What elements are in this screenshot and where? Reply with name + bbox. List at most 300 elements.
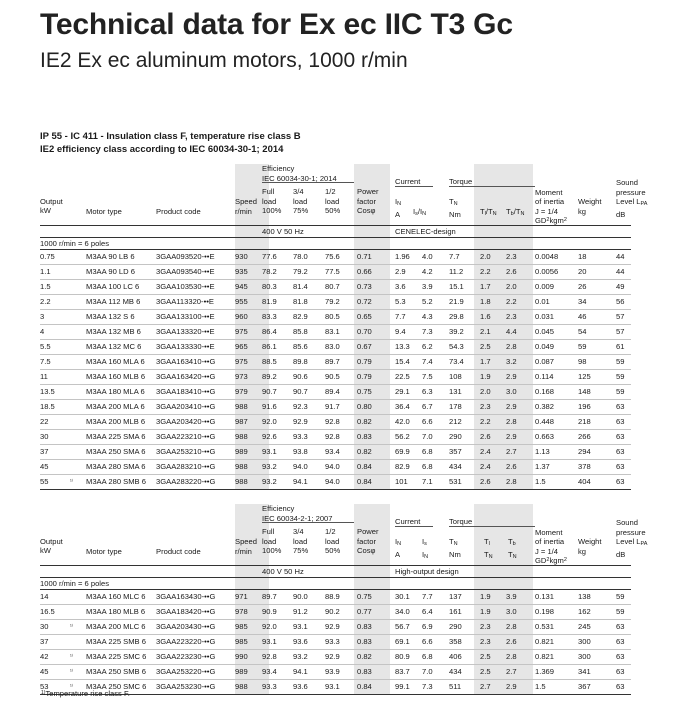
speed-cell: 935	[235, 267, 248, 276]
torque-tn-cell: 39.2	[449, 327, 464, 336]
speed-cell: 973	[235, 372, 248, 381]
spec-intro-line: IE2 efficiency class according to IEC 60034-30-1; 2014	[40, 144, 284, 155]
eff-34-load-cell: 93.1	[293, 622, 308, 631]
page-subtitle: IE2 Ex ec aluminum motors, 1000 r/min	[40, 49, 408, 72]
torque-tb-ratio-cell: 3.9	[506, 592, 517, 601]
moment-of-inertia-cell: 0.382	[535, 402, 555, 411]
speed-cell: 978	[235, 607, 248, 616]
power-factor-cell: 0.65	[357, 312, 372, 321]
motor-type-cell: M3AA 90 LB 6	[86, 252, 135, 261]
eff-34-load-cell: 89.8	[293, 357, 308, 366]
speed-cell: 965	[235, 342, 248, 351]
product-code-cell: 3GAA283220-••G	[156, 477, 216, 486]
current-in-cell: 29.1	[395, 387, 410, 396]
table-row	[40, 340, 631, 355]
power-factor-cell: 0.71	[357, 252, 372, 261]
torque-tn-header: TN Nm	[449, 537, 461, 559]
power-factor-cell: 0.70	[357, 327, 372, 336]
sound-level-cell: 49	[616, 282, 625, 291]
eff-full-load-cell: 90.7	[262, 387, 277, 396]
eff-full-load-cell: 90.9	[262, 607, 277, 616]
torque-header: Torque	[449, 177, 473, 186]
moment-of-inertia-cell: 0.049	[535, 342, 555, 351]
motor-type-cell: M3AA 160 MLA 6	[86, 357, 145, 366]
power-factor-cell: 0.83	[357, 622, 372, 631]
current-ratio-cell: 6.6	[422, 417, 433, 426]
motor-type-cell: M3AA 100 LC 6	[86, 282, 140, 291]
product-code-cell: 3GAA203430-••G	[156, 622, 216, 631]
motor-type-header: Motor type	[86, 206, 122, 216]
current-in-cell: 15.4	[395, 357, 410, 366]
product-code-cell: 3GAA203420-••G	[156, 417, 216, 426]
product-code-cell: 3GAA113320-••E	[156, 297, 214, 306]
current-ratio-cell: 7.1	[422, 477, 433, 486]
torque-tn-cell: 21.9	[449, 297, 464, 306]
weight-cell: 300	[578, 652, 591, 661]
eff-full-load-cell: 80.3	[262, 282, 277, 291]
table-row	[40, 445, 631, 460]
table-row	[40, 620, 631, 635]
power-factor-cell: 0.82	[357, 417, 372, 426]
eff-full-load-cell: 77.6	[262, 252, 277, 261]
torque-tb-header: Tb TN	[508, 537, 517, 560]
speed-cell: 989	[235, 447, 248, 456]
current-in-cell: 69.9	[395, 447, 410, 456]
power-factor-cell: 0.66	[357, 267, 372, 276]
sound-level-cell: 63	[616, 447, 625, 456]
eff-12-load-cell: 83.1	[325, 327, 340, 336]
current-ratio-cell: 4.3	[422, 312, 433, 321]
moment-of-inertia-cell: 0.045	[535, 327, 555, 336]
sound-header: Sound pressure Level LPA dB	[616, 518, 648, 559]
motor-type-cell: M3AA 160 MLB 6	[86, 372, 146, 381]
torque-tl-ratio-cell: 1.8	[480, 297, 491, 306]
power-factor-cell: 0.77	[357, 607, 372, 616]
moment-of-inertia-cell: 0.821	[535, 637, 555, 646]
current-ratio-cell: 7.3	[422, 327, 433, 336]
torque-tb-ratio-cell: 2.3	[506, 312, 517, 321]
sound-level-cell: 59	[616, 357, 625, 366]
moment-of-inertia-cell: 0.01	[535, 297, 550, 306]
torque-tl-ratio-cell: 2.4	[480, 462, 491, 471]
spec-intro-line: IP 55 - IC 411 - Insulation class F, temperature rise class B	[40, 131, 301, 142]
current-in-cell: 101	[395, 477, 408, 486]
high-output-data-table	[40, 504, 648, 695]
torque-tl-ratio-cell: 2.3	[480, 622, 491, 631]
table-row	[40, 280, 631, 295]
product-code-cell: 3GAA253220-••G	[156, 667, 216, 676]
eff-12-load-cell: 93.9	[325, 667, 340, 676]
torque-tn-cell: 434	[449, 462, 462, 471]
motor-type-cell: M3AA 160 MLC 6	[86, 592, 146, 601]
current-ratio-cell: 7.7	[422, 592, 433, 601]
product-code-cell: 3GAA093540-••E	[156, 267, 215, 276]
motor-type-cell: M3AA 250 SMB 6	[86, 667, 146, 676]
eff-12-load-cell: 93.4	[325, 447, 340, 456]
weight-cell: 125	[578, 372, 591, 381]
torque-tb-ratio-cell: 2.3	[506, 252, 517, 261]
output-kw-cell: 3	[40, 312, 45, 321]
speed-header: Speed r/min	[235, 197, 257, 216]
eff-34-load-cell: 93.2	[293, 652, 308, 661]
eff-12-load-cell: 89.7	[325, 357, 340, 366]
torque-tb-ratio-cell: 2.6	[506, 462, 517, 471]
speed-cell: 975	[235, 357, 248, 366]
torque-tl-ratio-cell: 1.9	[480, 372, 491, 381]
eff-12-load-cell: 92.8	[325, 417, 340, 426]
eff-12-load-cell: 75.6	[325, 252, 340, 261]
eff-34-load-cell: 81.8	[293, 297, 308, 306]
voltage-row	[40, 226, 631, 238]
current-ratio-cell: 6.4	[422, 607, 433, 616]
product-code-cell: 3GAA223220-••G	[156, 637, 216, 646]
eff-full-load-cell: 81.9	[262, 297, 277, 306]
power-factor-header: Power factor Cosφ	[357, 527, 379, 556]
output-kw-cell: 5.5	[40, 342, 51, 351]
output-kw-cell: 45	[40, 462, 49, 471]
torque-tl-ratio-cell: 1.9	[480, 592, 491, 601]
motor-type-cell: M3AA 180 MLA 6	[86, 387, 145, 396]
current-header: Current	[395, 517, 421, 526]
table-row	[40, 250, 631, 265]
sound-level-cell: 63	[616, 477, 625, 486]
cenelec-data-table	[40, 164, 648, 490]
power-factor-cell: 0.80	[357, 402, 372, 411]
footnote: $^{1)}$Temperature rise class F.	[41, 689, 130, 698]
output-kw-cell: 7.5	[40, 357, 51, 366]
current-in-cell: 36.4	[395, 402, 410, 411]
table-row	[40, 265, 631, 280]
torque-tl-ratio-cell: 2.0	[480, 252, 491, 261]
eff-34-load-cell: 85.6	[293, 342, 308, 351]
current-ratio-cell: 6.8	[422, 652, 433, 661]
product-code-cell: 3GAA183420-••G	[156, 607, 216, 616]
product-code-cell: 3GAA133330-••E	[156, 342, 215, 351]
footnote-mark-cell: ¹⁾	[70, 669, 74, 675]
sound-level-cell: 57	[616, 312, 625, 321]
eff-full-load-cell: 92.0	[262, 622, 277, 631]
output-kw-cell: 18.5	[40, 402, 55, 411]
table-row	[40, 325, 631, 340]
torque-tn-cell: 54.3	[449, 342, 464, 351]
weight-header: Weight kg	[578, 537, 602, 556]
eff-12-load-cell: 79.2	[325, 297, 340, 306]
eff-full-load-cell: 93.3	[262, 682, 277, 691]
weight-cell: 138	[578, 592, 591, 601]
current-ratio-cell: 7.0	[422, 432, 433, 441]
current-ratio-cell: 7.0	[422, 667, 433, 676]
torque-tn-cell: 137	[449, 592, 462, 601]
output-kw-cell: 37	[40, 637, 49, 646]
torque-tn-cell: 73.4	[449, 357, 464, 366]
torque-tn-cell: 406	[449, 652, 462, 661]
eff-full-load-cell: 92.6	[262, 432, 277, 441]
sound-level-cell: 63	[616, 637, 625, 646]
eff-12-load-cell: 80.7	[325, 282, 340, 291]
page-title: Technical data for Ex ec IIC T3 Gc	[40, 8, 513, 41]
torque-tl-ratio-cell: 2.5	[480, 652, 491, 661]
motor-type-cell: M3AA 90 LD 6	[86, 267, 135, 276]
torque-tn-cell: 212	[449, 417, 462, 426]
current-ratio-cell: 6.2	[422, 342, 433, 351]
weight-cell: 26	[578, 282, 587, 291]
moment-of-inertia-cell: 0.0048	[535, 252, 559, 261]
footnote-mark-cell: ¹⁾	[70, 479, 74, 485]
current-header: Current	[395, 177, 421, 186]
table-row	[40, 635, 631, 650]
moment-of-inertia-cell: 1.37	[535, 462, 550, 471]
torque-tn-cell: 357	[449, 447, 462, 456]
speed-cell: 971	[235, 592, 248, 601]
eff-34-load-cell: 94.1	[293, 477, 308, 486]
product-code-header: Product code	[156, 206, 201, 216]
power-factor-header: Power factor Cosφ	[357, 187, 379, 216]
table-row	[40, 605, 631, 620]
eff-12-load-cell: 92.9	[325, 652, 340, 661]
speed-cell: 960	[235, 312, 248, 321]
output-kw-cell: 37	[40, 447, 49, 456]
eff-12-load-cell: 92.9	[325, 622, 340, 631]
eff-34-load-cell: 92.9	[293, 417, 308, 426]
output-kw-cell: 1.1	[40, 267, 51, 276]
moment-of-inertia-cell: 0.821	[535, 652, 555, 661]
torque-header: Torque	[449, 517, 473, 526]
eff-34-load-cell: 94.1	[293, 667, 308, 676]
speed-header: Speed r/min	[235, 537, 257, 556]
current-in-cell: 83.7	[395, 667, 410, 676]
eff-34-load-cell: 93.3	[293, 432, 308, 441]
footnote-mark-cell: ¹⁾	[70, 654, 74, 660]
weight-cell: 20	[578, 267, 587, 276]
moment-of-inertia-cell: 0.0056	[535, 267, 559, 276]
eff-full-load-cell: 93.1	[262, 447, 277, 456]
power-factor-cell: 0.83	[357, 667, 372, 676]
output-kw-cell: 30	[40, 622, 49, 631]
torque-tb-ratio-cell: 2.2	[506, 297, 517, 306]
eff-full-load-cell: 83.3	[262, 312, 277, 321]
eff-full-load-cell: 93.1	[262, 637, 277, 646]
speed-cell: 990	[235, 652, 248, 661]
product-code-cell: 3GAA133100-••E	[156, 312, 215, 321]
torque-tb-ratio-cell: 2.8	[506, 477, 517, 486]
current-ratio-cell: 7.3	[422, 682, 433, 691]
eff-34-load-cell: 93.6	[293, 637, 308, 646]
current-in-cell: 42.0	[395, 417, 410, 426]
inertia-header: Moment of inertia J = 1/4 $GD^2kgm^2$	[535, 527, 567, 566]
product-code-cell: 3GAA203410-••G	[156, 402, 216, 411]
efficiency-heading: Efficiency IEC 60034-30-1; 2014	[262, 164, 337, 183]
sound-level-cell: 44	[616, 267, 625, 276]
weight-cell: 34	[578, 297, 587, 306]
current-ratio-header: Is/IN	[413, 207, 427, 217]
table-header	[40, 504, 648, 566]
moment-of-inertia-cell: 1.13	[535, 447, 550, 456]
torque-tl-ratio-cell: 2.6	[480, 432, 491, 441]
torque-tl-ratio-cell: 2.5	[480, 342, 491, 351]
current-in-cell: 5.3	[395, 297, 406, 306]
voltage-label: 400 V 50 Hz	[262, 567, 304, 576]
moment-of-inertia-cell: 0.448	[535, 417, 555, 426]
table-row	[40, 400, 631, 415]
speed-cell: 988	[235, 462, 248, 471]
current-ratio-cell: 6.8	[422, 447, 433, 456]
eff-34-load-cell: 93.6	[293, 682, 308, 691]
eff-full-load-cell: 93.2	[262, 477, 277, 486]
current-in-cell: 56.7	[395, 622, 410, 631]
moment-of-inertia-cell: 0.198	[535, 607, 555, 616]
weight-cell: 367	[578, 682, 591, 691]
torque-tn-cell: 290	[449, 622, 462, 631]
eff-12-load-cell: 90.2	[325, 607, 340, 616]
eff-full-load-cell: 93.2	[262, 462, 277, 471]
design-label: CENELEC-design	[395, 227, 456, 236]
eff-full-load-cell: 89.2	[262, 372, 277, 381]
weight-cell: 59	[578, 342, 587, 351]
power-factor-cell: 0.84	[357, 477, 372, 486]
power-factor-cell: 0.84	[357, 462, 372, 471]
torque-tl-ratio-cell: 2.3	[480, 637, 491, 646]
torque-tn-cell: 358	[449, 637, 462, 646]
moment-of-inertia-cell: 1.5	[535, 477, 546, 486]
eff-12-load-cell: 80.5	[325, 312, 340, 321]
sound-level-cell: 63	[616, 652, 625, 661]
moment-of-inertia-cell: 1.369	[535, 667, 555, 676]
eff-12-load-cell: 83.0	[325, 342, 340, 351]
table-row	[40, 385, 631, 400]
torque-tl-ratio-cell: 2.0	[480, 387, 491, 396]
output-kw-cell: 16.5	[40, 607, 55, 616]
section-row	[40, 578, 631, 590]
current-in-cell: 69.1	[395, 637, 410, 646]
product-code-cell: 3GAA103530-••E	[156, 282, 215, 291]
eff-34-load-cell: 90.6	[293, 372, 308, 381]
moment-of-inertia-cell: 1.5	[535, 682, 546, 691]
power-factor-cell: 0.79	[357, 372, 372, 381]
eff-34-load-cell: 81.4	[293, 282, 308, 291]
speed-cell: 955	[235, 297, 248, 306]
table-header	[40, 164, 648, 226]
sound-level-cell: 61	[616, 342, 625, 351]
weight-cell: 148	[578, 387, 591, 396]
sound-level-cell: 63	[616, 417, 625, 426]
torque-tb-ratio-cell: 2.9	[506, 432, 517, 441]
torque-tb-ratio-cell: 2.6	[506, 637, 517, 646]
torque-tb-ratio-cell: 2.8	[506, 652, 517, 661]
table-row	[40, 355, 631, 370]
speed-cell: 985	[235, 622, 248, 631]
eff-34-header: 3/4 load 75%	[293, 187, 309, 216]
torque-tl-ratio-cell: 2.2	[480, 417, 491, 426]
current-ratio-cell: 5.2	[422, 297, 433, 306]
torque-tn-cell: 108	[449, 372, 462, 381]
product-code-cell: 3GAA253210-••G	[156, 447, 216, 456]
current-ratio-cell: 6.3	[422, 387, 433, 396]
power-factor-cell: 0.67	[357, 342, 372, 351]
moment-of-inertia-cell: 0.168	[535, 387, 555, 396]
table-row	[40, 665, 631, 680]
moment-of-inertia-cell: 0.114	[535, 372, 554, 381]
output-kw-cell: 4	[40, 327, 45, 336]
motor-type-cell: M3AA 200 MLA 6	[86, 402, 145, 411]
torque-tn-cell: 161	[449, 607, 462, 616]
torque-tn-cell: 29.8	[449, 312, 464, 321]
output-kw-cell: 11	[40, 372, 48, 381]
eff-12-load-cell: 91.7	[325, 402, 340, 411]
current-is-header: Is IN	[422, 537, 429, 560]
section-label: 1000 r/min = 6 poles	[40, 239, 110, 248]
torque-tl-header: Tl TN	[484, 537, 493, 560]
torque-tb-ratio-cell: 2.9	[506, 682, 517, 691]
power-factor-cell: 0.83	[357, 432, 372, 441]
motor-type-header: Motor type	[86, 546, 122, 556]
torque-tl-ratio-cell: 1.7	[480, 357, 491, 366]
weight-cell: 18	[578, 252, 587, 261]
current-in-cell: 56.2	[395, 432, 410, 441]
eff-34-load-cell: 92.3	[293, 402, 308, 411]
torque-tl-ratio-cell: 1.9	[480, 607, 491, 616]
sound-level-cell: 59	[616, 592, 625, 601]
power-factor-cell: 0.75	[357, 592, 372, 601]
current-ratio-cell: 7.4	[422, 357, 433, 366]
speed-cell: 985	[235, 637, 248, 646]
output-kw-cell: 13.5	[40, 387, 55, 396]
torque-tb-ratio-cell: 2.0	[506, 282, 517, 291]
power-factor-cell: 0.82	[357, 652, 372, 661]
eff-34-load-cell: 79.2	[293, 267, 308, 276]
eff-full-load-cell: 92.0	[262, 417, 277, 426]
current-in-cell: 80.9	[395, 652, 410, 661]
section-row	[40, 238, 631, 250]
torque-tl-ratio-cell: 2.1	[480, 327, 491, 336]
weight-cell: 294	[578, 447, 591, 456]
torque-tb-ratio-cell: 2.6	[506, 267, 517, 276]
table-row	[40, 370, 631, 385]
product-code-cell: 3GAA283210-••G	[156, 462, 216, 471]
inertia-header: Moment of inertia J = 1/4 $GD^2kgm^2$	[535, 187, 567, 226]
motor-type-cell: M3AA 132 S 6	[86, 312, 135, 321]
product-code-cell: 3GAA183410-••G	[156, 387, 216, 396]
eff-full-load-cell: 91.6	[262, 402, 277, 411]
sound-level-cell: 57	[616, 327, 625, 336]
current-in-cell: 2.9	[395, 267, 406, 276]
efficiency-heading: Efficiency IEC 60034-2-1; 2007	[262, 504, 333, 523]
power-factor-cell: 0.79	[357, 357, 372, 366]
torque-tl-header: Tl/TN	[480, 207, 497, 217]
weight-cell: 54	[578, 327, 587, 336]
table-row	[40, 295, 631, 310]
footnote-mark-cell: ¹⁾	[70, 624, 74, 630]
motor-type-cell: M3AA 250 SMA 6	[86, 447, 146, 456]
product-code-cell: 3GAA253230-••G	[156, 682, 216, 691]
eff-full-header: Full load 100%	[262, 527, 282, 556]
output-header: Output kW	[40, 536, 63, 556]
motor-type-cell: M3AA 200 MLB 6	[86, 417, 146, 426]
weight-cell: 266	[578, 432, 591, 441]
product-code-cell: 3GAA223230-••G	[156, 652, 216, 661]
eff-34-load-cell: 91.2	[293, 607, 308, 616]
product-code-cell: 3GAA133320-••E	[156, 327, 215, 336]
current-ratio-cell: 4.2	[422, 267, 433, 276]
eff-34-load-cell: 78.0	[293, 252, 308, 261]
motor-type-cell: M3AA 280 SMA 6	[86, 462, 146, 471]
motor-type-cell: M3AA 180 MLB 6	[86, 607, 146, 616]
current-in-cell: 7.7	[395, 312, 406, 321]
sound-level-cell: 63	[616, 462, 625, 471]
torque-tb-ratio-cell: 2.9	[506, 402, 517, 411]
torque-tn-cell: 178	[449, 402, 462, 411]
eff-full-load-cell: 88.5	[262, 357, 277, 366]
product-code-cell: 3GAA093520-••E	[156, 252, 215, 261]
